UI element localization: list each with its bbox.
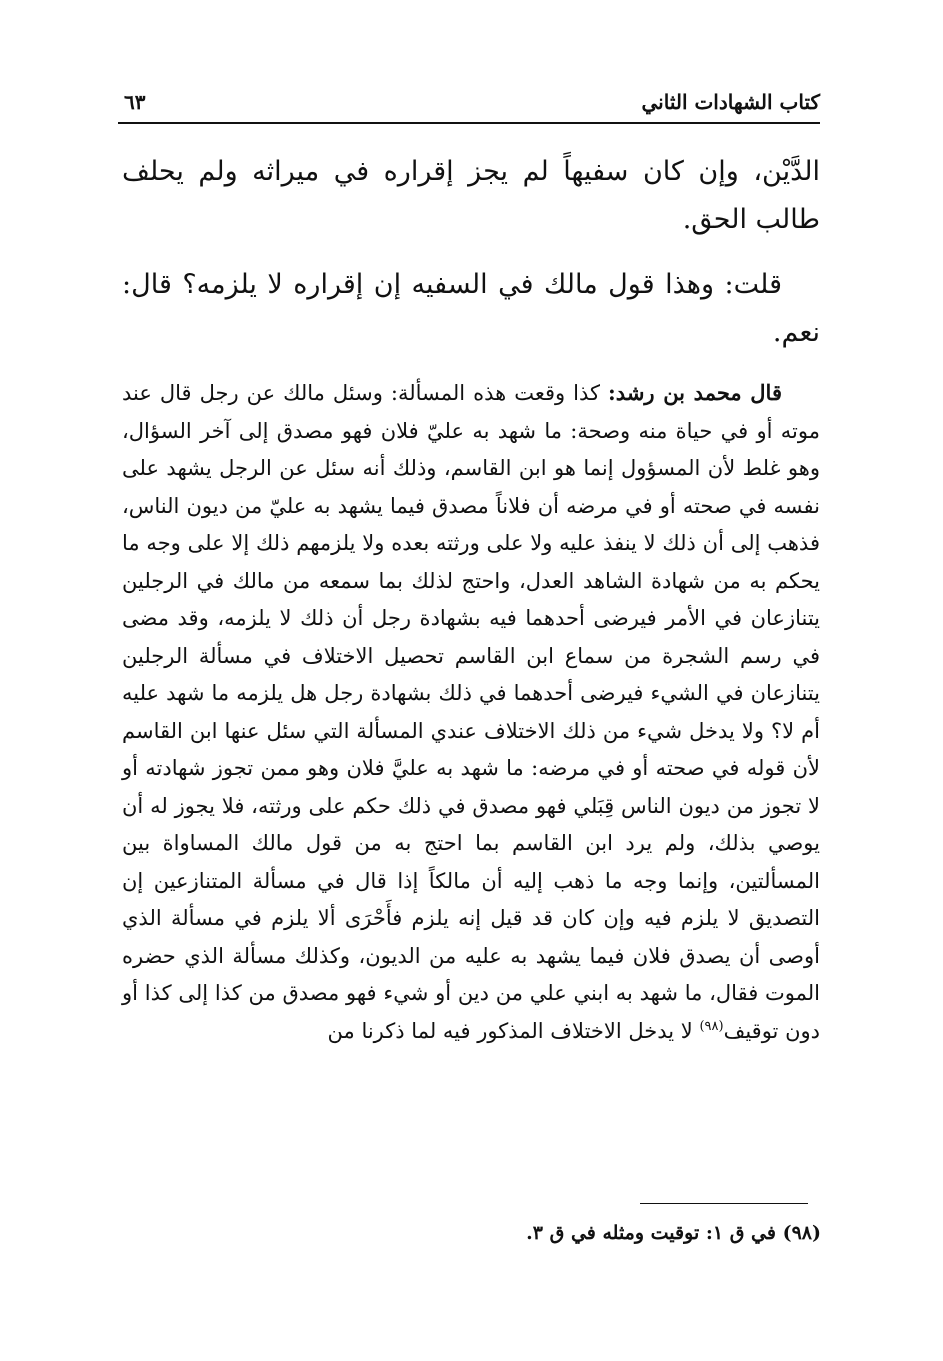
footnote-divider [640, 1203, 808, 1204]
page-header [118, 88, 820, 124]
commentary-tail: لا يدخل الاختلاف المذكور فيه لما ذكرنا من [327, 1018, 700, 1043]
paragraph-3 [122, 374, 820, 1050]
main-text [122, 148, 820, 1050]
footnote-reference: (٩٨) [699, 1018, 724, 1034]
page-number: ٦٣ [124, 90, 146, 114]
paragraph-1: الدَّيْن، وإن كان سفيهاً لم يجز إقراره في ميراثه ولم يحلف طالب الحق. [122, 156, 820, 235]
footnote: (٩٨) في ق ١: توقيت ومثله في ق ٣. [526, 1222, 821, 1244]
commentary-lead: قال محمد بن رشد: [608, 380, 782, 405]
paragraph-2: قلت: وهذا قول مالك في السفيه إن إقراره لا يلزمه؟ قال: نعم. [122, 269, 820, 348]
running-title: كتاب الشهادات الثاني [641, 90, 820, 114]
commentary-text: كذا وقعت هذه المسألة: وسئل مالك عن رجل قال عند موته أو في حياة منه وصحة: ما شهد به عليّ فلان فهو مصدق إلى آخر السؤال، وهو غلط لأن المسؤول إنما هو ابن القاسم، وذلك أنه سئل عن الرجل يشهد على نفسه في صحته أو في مرضه أن فلاناً مصدق فيما يشهد به عليّ من ديون الناس، فذهب إلى أن ذلك لا ينفذ عليه ولا على ورثته بعده ولا يلزمهم ذلك إلا على وجه ما يحكم به من شهادة الشاهد العدل، واحتج لذلك بما سمعه من مالك في الرجلين يتنازعان في الأمر فيرضى أحدهما فيه بشهادة رجل أن ذلك لا يلزمه، وقد مضى في رسم الشجرة من سماع ابن القاسم تحصيل الاختلاف في مسألة الرجلين يتنازعان في الشيء فيرضى أحدهما في ذلك بشهادة رجل هل يلزمه ما شهد عليه أم لا؟ ولا يدخل شيء من ذلك الاختلاف عندي المسألة التي سئل عنها ابن القاسم لأن قوله في صحته أو في مرضه: ما شهد به عليَّ فلان وهو ممن تجوز شهادته أو لا تجوز من ديون الناس قِبَلي فهو مصدق في ذلك حكم على ورثته، فلا يجوز له أن يوصي بذلك، ولم يرد ابن القاسم بما احتج به من قول مالك المساواة بين المسألتين، وإنما وجه ما ذهب إليه أن مالكاً إذا قال في مسألة المتنازعين إن التصديق لا يلزم فيه وإن كان قد قيل إنه يلزم فأَحْرَى ألا يلزم في مسألة الذي أوصى أن يصدق فلان فيما يشهد به عليه من الديون، وكذلك مسألة الذي حضره الموت فقال، ما شهد به ابني علي من دين أو شيء فهو مصدق من كذا إلى كذا أو دون توقيف [122, 381, 821, 1043]
